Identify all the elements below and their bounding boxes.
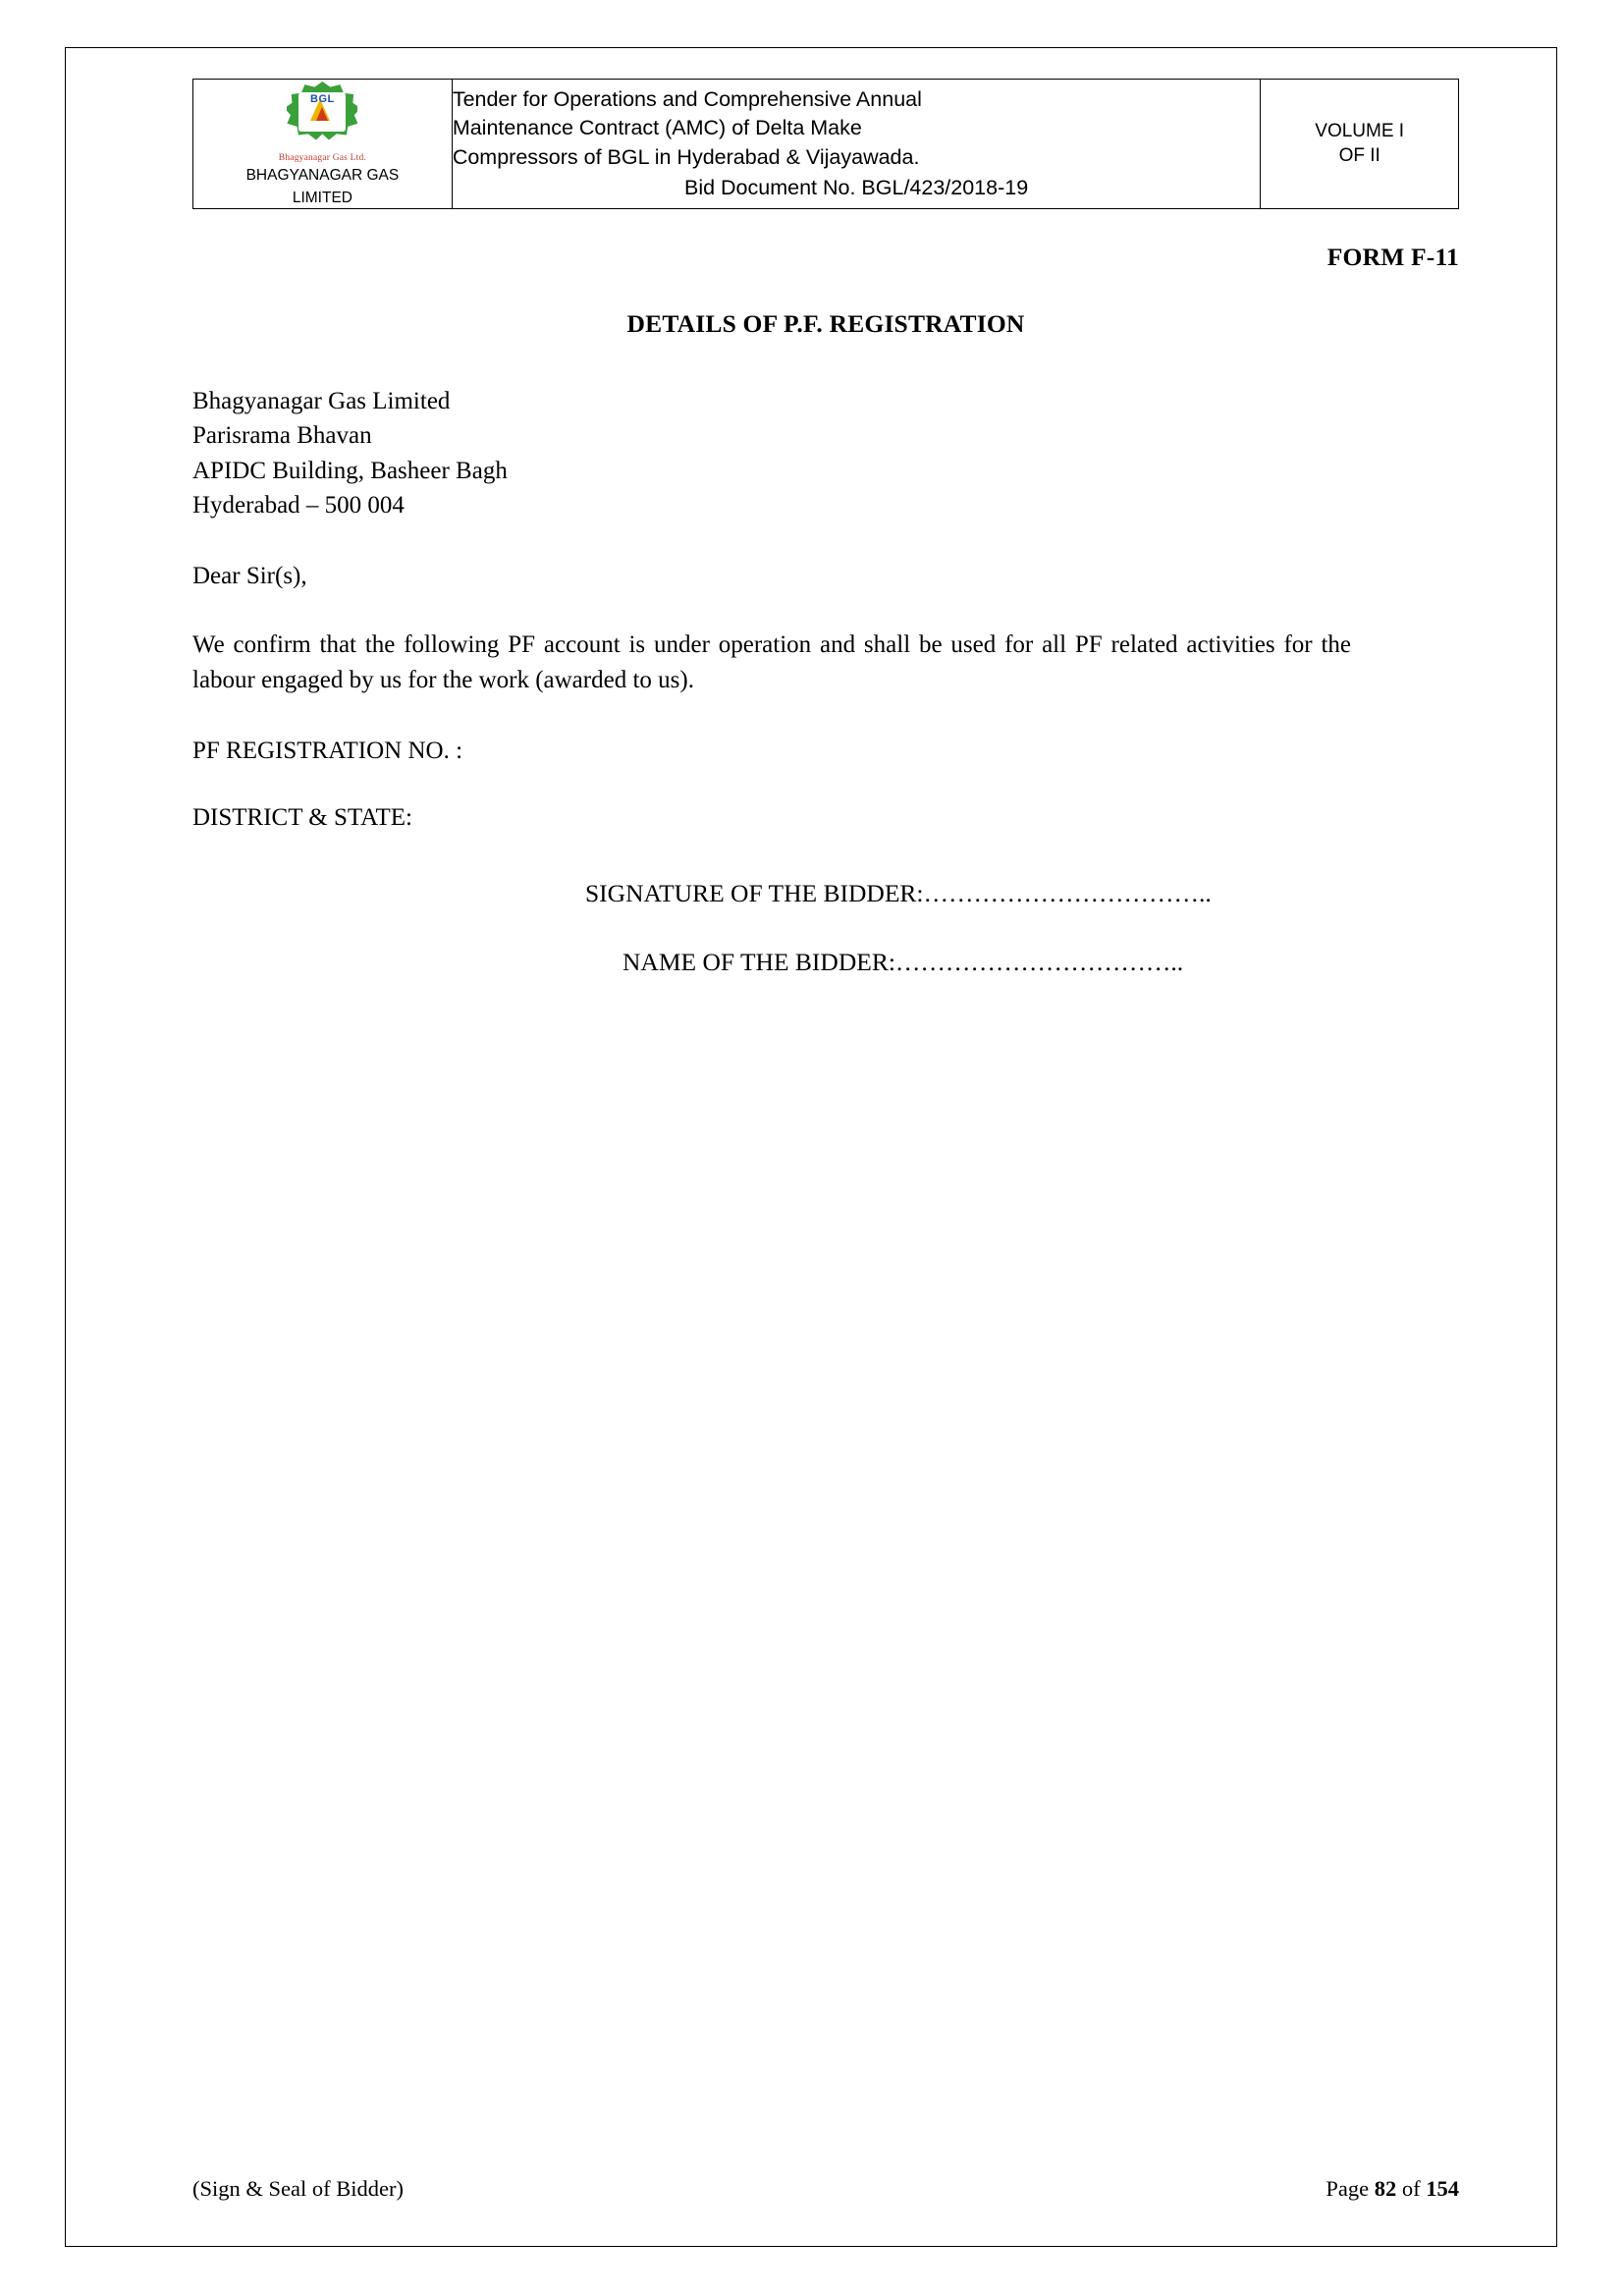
footer-page-current: 82 [1374,2176,1397,2201]
header-title-line1: Tender for Operations and Comprehensive Annual [452,86,922,111]
company-name-line2: LIMITED [292,189,352,206]
document-header-table [192,79,1459,209]
address-line-2: Parisrama Bhavan [192,422,372,450]
footer-sign-seal: (Sign & Seal of Bidder) [192,2176,404,2201]
address-line-4: Hyderabad – 500 004 [192,492,405,519]
logo-tagline: Bhagyanagar Gas Ltd. [278,153,367,163]
header-title-line2: Maintenance Contract (AMC) of Delta Make [452,116,862,140]
footer-page-prefix: Page [1326,2176,1375,2201]
bgl-logo-icon [281,80,363,150]
addressee-block [192,384,1459,523]
company-name-line1: BHAGYANAGAR GAS [245,167,400,184]
signature-block [192,879,1459,977]
page-content [192,79,1459,977]
pf-registration-field: PF REGISTRATION NO. : [192,738,463,765]
signature-of-bidder-line: SIGNATURE OF THE BIDDER:…………………………….. [585,879,1212,908]
header-volume-cell [1261,80,1459,209]
footer-page-total: 154 [1426,2176,1459,2201]
flame-inner-icon [316,107,328,121]
volume-line1: VOLUME I [1315,120,1405,141]
header-logo-cell [193,80,453,209]
address-line-1: Bhagyanagar Gas Limited [192,387,451,414]
salutation: Dear Sir(s), [192,562,307,589]
form-number: FORM F-11 [1326,242,1459,271]
district-state-field: DISTRICT & STATE: [192,804,412,832]
logo-mark-text: BGL [310,93,335,105]
page-footer [192,2176,1459,2202]
volume-line2: OF II [1338,145,1380,167]
footer-page-number [1326,2176,1459,2202]
name-of-bidder-line: NAME OF THE BIDDER:…………………………….. [623,948,1184,977]
page-title: DETAILS OF P.F. REGISTRATION [626,308,1025,338]
header-title-cell [452,80,1261,209]
header-title-line3: Compressors of BGL in Hyderabad & Vijayawada. [452,144,920,169]
confirmation-paragraph: We confirm that the following PF account is under operation and shall be used for all PF related activities for the labour engaged by us for the work (awarded to us). [192,630,1351,694]
footer-page-of: of [1396,2176,1427,2201]
address-line-3: APIDC Building, Basheer Bagh [192,457,508,484]
bgl-logo [193,80,452,163]
header-bid-document-no: Bid Document No. BGL/423/2018-19 [683,175,1029,199]
